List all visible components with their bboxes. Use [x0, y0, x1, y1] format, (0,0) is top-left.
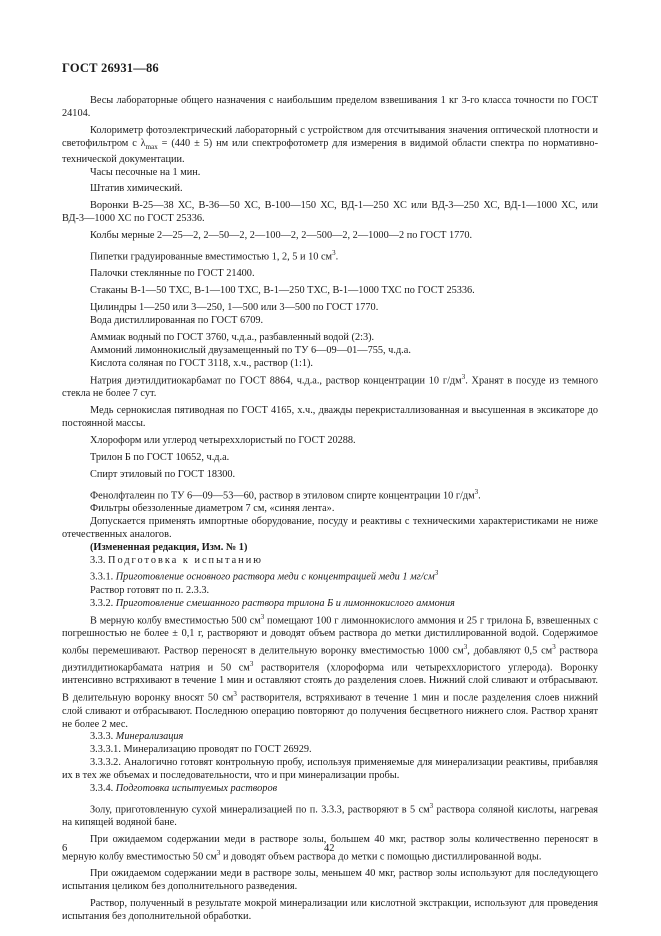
paragraph: Воронки В-25—38 ХС, В-36—50 ХС, В-100—150 ХС, ВД-1—250 ХС или ВД-3—250 ХС, ВД-1—1000 ХС, или ВД-3—1000 ХС по ГОСТ 25336. — [62, 200, 598, 225]
paragraph: Фильтры обеззоленные диаметром 7 см, «синяя лента». — [90, 502, 335, 514]
paragraph: Натрия диэтилдитиокарбамат по ГОСТ 8864, ч.д.а., раствор концентрации 10 $г/дм^3$. Хранят в посуде из темного стекла не более 7 сут. — [62, 372, 598, 400]
paragraph: Штатив химический. — [90, 183, 183, 195]
page-number-left: 6 — [62, 843, 68, 854]
page-number-center: 42 — [324, 843, 335, 854]
paragraph: 3.3.3.1. Минерализацию проводят по ГОСТ 26929. — [90, 744, 312, 756]
paragraph: Весы лабораторные общего назначения с наибольшим пределом взвешивания 1 кг 3-го класса точности по ГОСТ 24104. — [62, 95, 598, 119]
paragraph: Допускается применять импортные оборудование, посуду и реактивы с техническими характеристиками не ниже отечественных аналогов. — [62, 515, 598, 540]
amendment-note: (Измененная редакция, Изм. № 1) — [90, 541, 248, 553]
paragraph: Трилон Б по ГОСТ 10652, ч.д.а. — [90, 451, 230, 463]
paragraph: 3.3.3.2. Аналогично готовят контрольную пробу, используя применяемые для минерализации реактивы, прибавляя их в тех же объемах и последовательности, что и при минерализации пробы. — [62, 757, 598, 782]
paragraph: Аммоний лимоннокислый двузамещенный по ТУ 6—09—01—755, ч.д.а. — [90, 344, 411, 356]
paragraph: Кислота соляная по ГОСТ 3118, х.ч., раствор (1:1). — [90, 357, 313, 369]
paragraph: Раствор, полученный в результате мокрой минерализации или кислотной экстракции, используют для проведения испытания без дополнительной обработки. — [62, 898, 598, 923]
paragraph: Колбы мерные 2—25—2, 2—50—2, 2—100—2, 2—500—2, 2—1000—2 по ГОСТ 1770. — [90, 230, 473, 242]
paragraph: Вода дистиллированная по ГОСТ 6709. — [90, 315, 264, 327]
paragraph: Спирт этиловый по ГОСТ 18300. — [90, 468, 236, 480]
section-heading: 3.3. Подготовка к испытанию — [90, 554, 263, 566]
subsection-heading: 3.3.3. Минерализация — [90, 731, 184, 743]
paragraph: Колориметр фотоэлектрический лабораторный с устройством для отсчитывания значения оптической плотности и светофильтром с $\lambda_{max} = (440 \pm 5)$ нм или спектрофотометр для измерения в видимой области спектра по нормативно-технической документации. — [62, 124, 598, 165]
subsection-heading: 3.3.1. Приготовление основного раствора меди с концентрацией меди 1 $мг/см^3$ — [90, 569, 439, 583]
paragraph: Медь сернокислая пятиводная по ГОСТ 4165, х.ч., дважды перекристаллизованная и высушенная в эксикаторе до постоянной массы. — [62, 405, 598, 429]
paragraph: При ожидаемом содержании меди в растворе золы, большем 40 мкг, раствор золы количественно переносят в мерную колбу вместимостью 50 $см^3$ и доводят объем раствора до метки с помощью дистиллированной воды. — [62, 834, 598, 863]
paragraph: Хлороформ или углерод четыреххлористый по ГОСТ 20288. — [90, 434, 356, 446]
document-header: ГОСТ 26931—86 — [62, 61, 159, 75]
subsection-heading: 3.3.2. Приготовление смешанного раствора трилона Б и лимоннокислого аммония — [90, 597, 455, 609]
paragraph: Золу, приготовленную сухой минерализацией по п. 3.3.3, растворяют в 5 $см^3$ раствора соляной кислоты, нагревая на кипящей водяной бане. — [62, 802, 598, 829]
subsection-heading: 3.3.4. Подготовка испытуемых растворов — [90, 783, 278, 795]
paragraph: Часы песочные на 1 мин. — [90, 166, 201, 178]
document-body — [62, 95, 598, 924]
paragraph: Раствор готовят по п. 2.3.3. — [90, 584, 210, 596]
paragraph: Стаканы В-1—50 ТХС, В-1—100 ТХС, В-1—250 ТХС, В-1—1000 ТХС по ГОСТ 25336. — [90, 285, 475, 297]
paragraph: Аммиак водный по ГОСТ 3760, ч.д.а., разбавленный водой (2:3). — [90, 332, 375, 344]
paragraph: В мерную колбу вместимостью 500 $см^3$ помещают 100 г лимоннокислого аммония и 25 г трилона Б, взвешенных с погрешностью не более ± 0,1 г, растворяют и доводят объем раствора до метки дистиллированной водой. Содержимое колбы перемешивают. Раствор переносят в делительную воронку вместимостью 1000 $см^3$, добавляют 0,5 $см^3$ раствора диэтилдитиокарбамата натрия и 50 $см^3$ растворителя (хлороформа или четыреххлористого углерода). Воронку интенсивно встряхивают в течение 1 мин и оставляют стоять до разделения слоев. Нижний слой сливают и отбрасывают. В делительную воронку вносят 50 $см^3$ растворителя, встряхивают в течение 1 мин и после разделения слоев нижний слой сливают и отбрасывают. Последнюю операцию повторяют до получения бесцветного нижнего слоя. Раствор хранят не более 2 мес. — [62, 612, 598, 730]
paragraph: Палочки стеклянные по ГОСТ 21400. — [90, 268, 255, 280]
paragraph: Цилиндры 1—250 или 3—250, 1—500 или 3—500 по ГОСТ 1770. — [90, 302, 379, 314]
paragraph: Пипетки градуированные вместимостью 1, 2, 5 и 10 $см^3$. — [90, 249, 339, 263]
paragraph: При ожидаемом содержании меди в растворе золы, меньшем 40 мкг, раствор золы используют для последующего испытания целиком без дополнительного разведения. — [62, 868, 598, 893]
paragraph: Фенолфталеин по ТУ 6—09—53—60, раствор в этиловом спирте концентрации 10 $г/дм^3$. — [90, 487, 481, 501]
